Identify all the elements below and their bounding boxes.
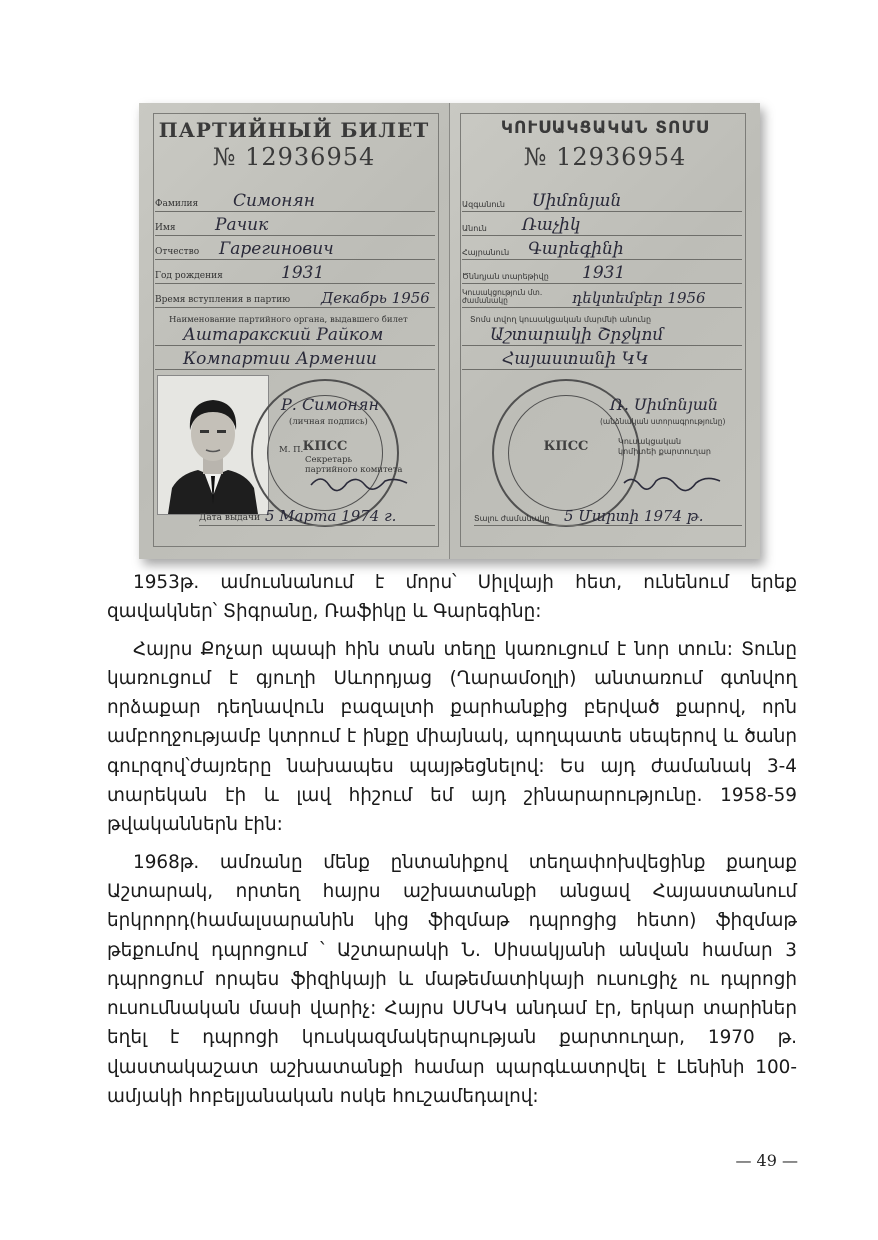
field-patronymic-ru <box>155 239 435 260</box>
body-text <box>107 568 797 1119</box>
org-line-1-ru <box>155 321 435 346</box>
field-label: Ծննդյան տարեթիվը <box>462 272 549 281</box>
field-value: Գարեգինի <box>528 239 624 259</box>
secretary-label-ru: Секретарь партийного комитета <box>305 455 403 475</box>
signature-note-hy: (անձնական ստորագրությունը) <box>600 417 726 426</box>
field-name-hy <box>462 215 742 236</box>
org-label-hy: Տոմս տվող կուսակցական մարմնի անունը <box>470 315 652 324</box>
field-label: Имя <box>155 223 176 233</box>
field-value: Гарегинович <box>219 239 334 259</box>
field-value: 1931 <box>281 263 325 283</box>
field-value: Սիմոնյան <box>532 191 622 211</box>
stamp-text: КПСС <box>302 439 348 454</box>
secretary-label-hy: Կուսակցական կոմիտեի քարտուղար <box>618 437 711 456</box>
issue-date-ru <box>199 507 435 526</box>
field-label: Время вступления в партию <box>155 295 291 305</box>
issue-value: 5 Մարտի 1974 թ. <box>564 507 704 525</box>
field-value: 1931 <box>582 263 626 283</box>
org-value: Աշտարակի Շրջկոմ <box>490 325 664 345</box>
holder-signature-ru: Р. Симонян <box>281 395 380 414</box>
stamp-text: КПСС <box>543 439 589 454</box>
org-value: Аштаракский Райком <box>183 325 384 345</box>
secretary-signature-hy <box>622 471 722 497</box>
field-value: Симонян <box>233 191 315 211</box>
field-label: Ազգանուն <box>462 200 505 209</box>
org-value: Компартии Армении <box>183 349 377 369</box>
card-title-hy: ԿՈՒՍԱԿՑԱԿԱՆ ՏՈՄՍ <box>500 118 710 138</box>
org-label-ru: Наименование партийного органа, выдавшего билет <box>169 315 408 325</box>
field-value: դեկտեմբեր 1956 <box>572 289 706 307</box>
card-title-ru: ПАРТИЙНЫЙ БИЛЕТ <box>158 118 430 142</box>
field-join-date-hy <box>462 287 742 308</box>
org-line-2-hy <box>462 345 742 370</box>
scribble-signature-icon <box>309 471 409 493</box>
issue-label: Дата выдачи <box>199 513 260 523</box>
paragraph: 1968թ. ամռանը մենք ընտանիքով տեղափոխվեցինք քաղաք Աշտարակ, որտեղ հայրս աշխատանքի անցավ Հայաստանում երկրորդ(համալսարանին կից ֆիզմաթ դպրոցից հետո) ֆիզմաթ թեքումով դպրոցում ՝ Աշտարակի Ն. Սիսակյանի անվան համար 3 դպրոցում որպես ֆիզիկայի և մաթեմատիկայի ուսուցիչ ու դպրոցի ուսումնական մասի վարիչ: Հայրս ՍՄԿԿ անդամ էր, երկար տարիներ եղել է դպրոցի կուսկազմակերպության քարտուղար, 1970 թ. վաստակաշատ աշխատանքի համար պարգևատրվել է Լենինի 100-ամյակի հոբելյանական ոսկե հուշամեդալով: <box>107 851 797 1108</box>
mp-label-ru: М. П. <box>279 445 304 455</box>
party-card-photo <box>139 103 760 559</box>
party-card-right-page <box>450 103 760 559</box>
card-number-ru: № 12936954 <box>212 143 376 171</box>
holder-signature-hy: Ռ. Սիմոնյան <box>610 395 719 414</box>
org-line-1-hy <box>462 321 742 346</box>
field-label: Год рождения <box>155 271 223 281</box>
field-surname-ru <box>155 191 435 212</box>
issue-date-hy <box>474 507 742 526</box>
field-label: Անուն <box>462 224 487 233</box>
page-number: — 49 — <box>735 1151 798 1170</box>
field-value: Ռաչիկ <box>522 215 581 235</box>
field-birth-year-ru <box>155 263 435 284</box>
party-card-left-page <box>139 103 450 559</box>
field-label: Фамилия <box>155 199 199 209</box>
field-name-ru <box>155 215 435 236</box>
field-value: Декабрь 1956 <box>321 289 430 307</box>
field-label: Կուսակցություն մտ. ժամանակը <box>462 288 543 305</box>
org-line-2-ru <box>155 345 435 370</box>
issue-label: Տալու ժամանակը <box>474 514 550 523</box>
paragraph: Հայրս Քոչար պապի հին տան տեղը կառուցում է նոր տուն: Տունը կառուցում է գյուղի Սևորդյաց (Ղարամօղլի) անտառում գտնվող որձաքար դեղնավուն բազալտի քարհանքից բերված քարով, որն ամբողջությամբ կտրում է ինքը միայնակ, պողպատե սեպերով և ծանր գուրզով՝ժայռերը նախապես պայթեցնելով: Ես այդ ժամանակ 3-4 տարեկան էի և լավ հիշում եմ այդ շինարարությունը. 1958-59 թվականներն էին: <box>107 638 797 836</box>
field-birth-year-hy <box>462 263 742 284</box>
field-label: Հայրանուն <box>462 248 510 257</box>
field-label: Отчество <box>155 247 200 257</box>
scribble-signature-icon <box>622 471 722 493</box>
secretary-signature-ru <box>309 471 409 497</box>
org-value: Հայաստանի ԿԿ <box>502 349 649 369</box>
card-number-hy: № 12936954 <box>523 143 687 171</box>
field-join-date-ru <box>155 287 435 308</box>
field-surname-hy <box>462 191 742 212</box>
field-value: Рачик <box>215 215 269 235</box>
field-patronymic-hy <box>462 239 742 260</box>
signature-note-ru: (личная подпись) <box>289 417 368 427</box>
paragraph: 1953թ. ամուսնանում է մորս՝ Սիլվայի հետ, ունենում երեք զավակներ՝ Տիգրանը, Ռաֆիկը և Գարեգինը: <box>107 572 797 623</box>
issue-value: 5 Марта 1974 г. <box>265 507 397 525</box>
